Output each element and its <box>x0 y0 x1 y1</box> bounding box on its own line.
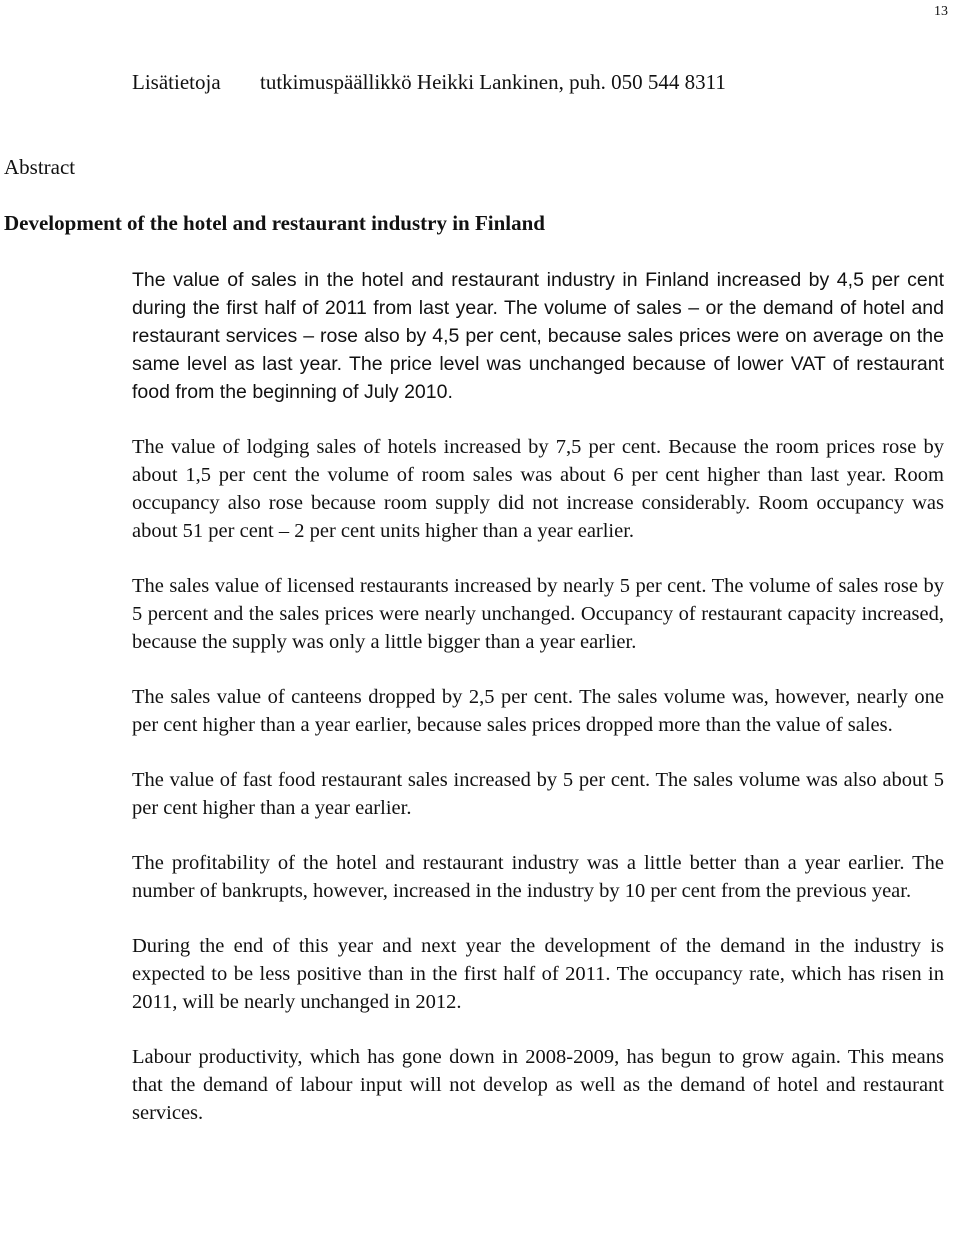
paragraph-canteens: The sales value of canteens dropped by 2,5 per cent. The sales volume was, however, nearly one per cent higher than a year earlier, because sales prices dropped more than the value of sales. <box>132 686 944 736</box>
contact-label: Lisätietoja <box>132 70 221 94</box>
document-title: Development of the hotel and restaurant industry in Finland <box>4 211 545 235</box>
paragraph-lodging: The value of lodging sales of hotels increased by 7,5 per cent. Because the room prices rose by about 1,5 per cent the volume of room sales was about 6 per cent higher than last year. Room occupancy also rose because room supply did not increase considerably. Room occupancy was about 51 per cent – 2 per cent units higher than a year earlier. <box>132 436 944 542</box>
contact-text: tutkimuspäällikkö Heikki Lankinen, puh. 050 544 8311 <box>260 70 726 94</box>
paragraph-profitability: The profitability of the hotel and restaurant industry was a little better than a year earlier. The number of bankrupts, however, increased in the industry by 10 per cent from the previous year. <box>132 852 944 902</box>
paragraph-licensed-restaurants: The sales value of licensed restaurants increased by nearly 5 per cent. The volume of sales rose by 5 percent and the sales prices were nearly unchanged. Occupancy of restaurant capacity increased, because the supply was only a little bigger than a year earlier. <box>132 575 944 653</box>
paragraph-outlook: During the end of this year and next year the development of the demand in the industry is expected to be less positive than in the first half of 2011. The occupancy rate, which has risen in 2011, will be nearly unchanged in 2012. <box>132 935 944 1013</box>
abstract-label: Abstract <box>4 155 76 179</box>
contact-info <box>132 70 726 95</box>
abstract-body <box>132 266 944 1154</box>
paragraph-labour-productivity: Labour productivity, which has gone down in 2008-2009, has begun to grow again. This means that the demand of labour input will not develop as well as the demand of hotel and restaurant services. <box>132 1046 944 1124</box>
paragraph-fast-food: The value of fast food restaurant sales increased by 5 per cent. The sales volume was also about 5 per cent higher than a year earlier. <box>132 769 944 819</box>
paragraph-sales-overview: The value of sales in the hotel and restaurant industry in Finland increased by 4,5 per cent during the first half of 2011 from last year. The volume of sales – or the demand of hotel and restaurant services – rose also by 4,5 per cent, because sales prices were on average on the same level as last year. The price level was unchanged because of lower VAT of restaurant food from the beginning of July 2010. <box>132 269 944 403</box>
page-number: 13 <box>934 4 948 19</box>
